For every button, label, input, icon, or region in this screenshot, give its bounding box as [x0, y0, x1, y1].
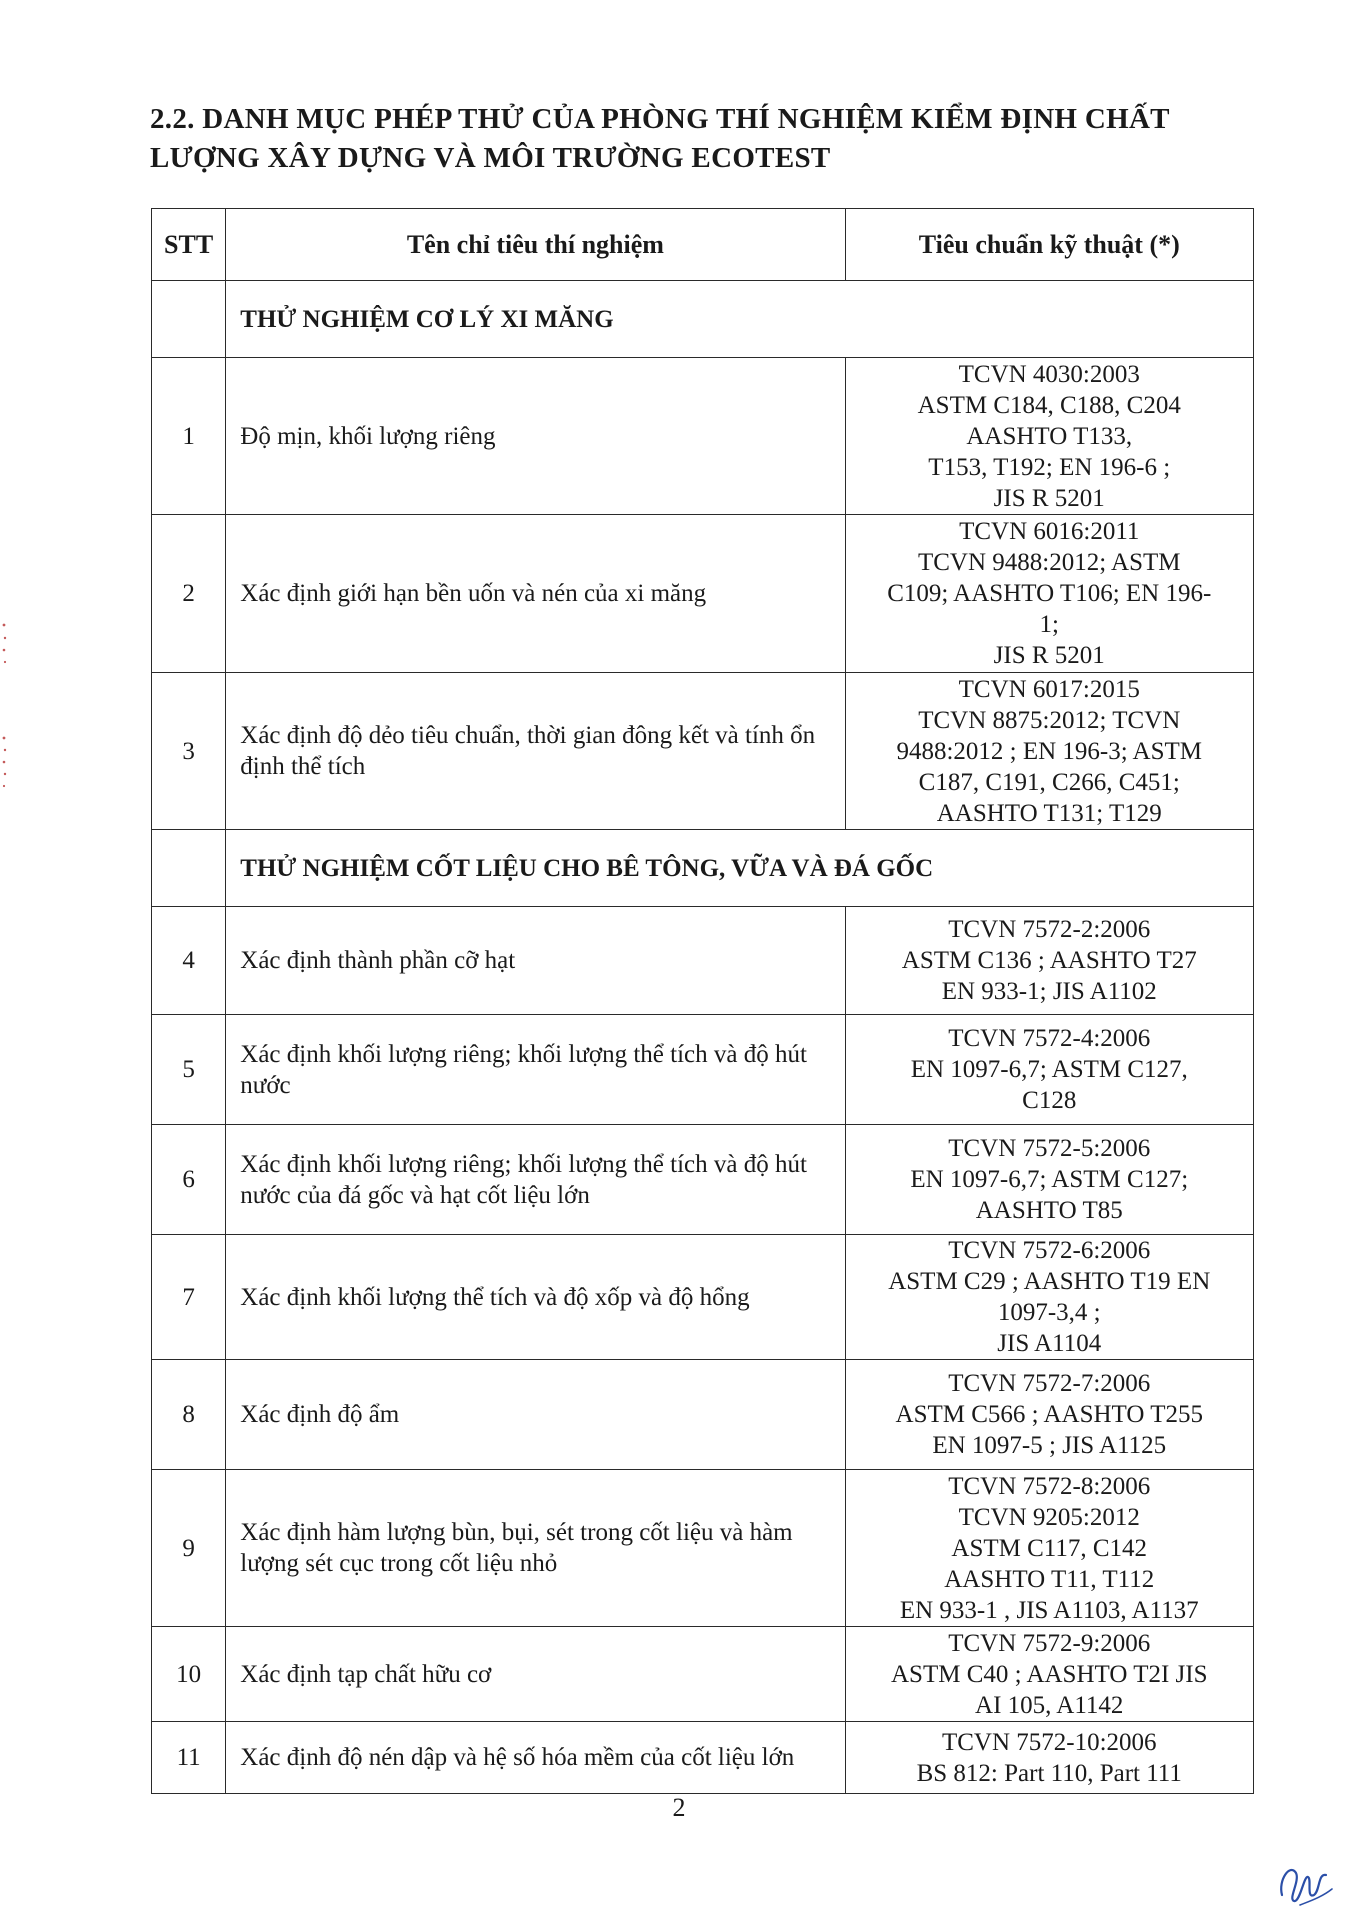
table-row	[152, 1722, 1254, 1794]
table-row	[152, 515, 1254, 673]
table-row	[152, 907, 1254, 1015]
test-catalog-table	[151, 208, 1254, 1794]
standard-line: EN 1097-6,7; ASTM C127;	[910, 1166, 1189, 1193]
section-header-row	[152, 281, 1254, 358]
standard-line: JIS A1104	[997, 1330, 1102, 1357]
standard-line: JIS R 5201	[993, 642, 1105, 669]
row-standard	[845, 1360, 1254, 1470]
row-stt: 7	[152, 1235, 226, 1360]
standard-line: 9488:2012 ; EN 196-3; ASTM	[896, 737, 1203, 765]
row-test-name: Xác định độ nén dập và hệ số hóa mềm của cốt liệu lớn	[226, 1722, 845, 1794]
standard-line: AASHTO T11, T112	[944, 1565, 1155, 1593]
section-title: THỬ NGHIỆM CƠ LÝ XI MĂNG	[226, 281, 1254, 358]
table-row	[152, 1015, 1254, 1125]
standard-line: TCVN 4030:2003	[958, 360, 1140, 388]
section-title: THỬ NGHIỆM CỐT LIỆU CHO BÊ TÔNG, VỮA VÀ ĐÁ GỐC	[226, 830, 1254, 907]
row-standard	[845, 515, 1254, 673]
standard-line: ASTM C566 ; AASHTO T255	[895, 1401, 1203, 1428]
row-test-name: Xác định độ dẻo tiêu chuẩn, thời gian đông kết và tính ổn định thể tích	[226, 673, 845, 830]
standard-line: T153, T192; EN 196-6 ;	[928, 453, 1171, 481]
row-test-name: Độ mịn, khối lượng riêng	[226, 358, 845, 515]
row-standard	[845, 1235, 1254, 1360]
standard-line: TCVN 7572-5:2006	[948, 1135, 1151, 1162]
row-test-name: Xác định hàm lượng bùn, bụi, sét trong cốt liệu và hàm lượng sét cục trong cốt liệu nhỏ	[226, 1470, 845, 1627]
row-test-name: Xác định khối lượng riêng; khối lượng thể tích và độ hút nước của đá gốc và hạt cốt liệu lớn	[226, 1125, 845, 1235]
table-header-row	[152, 209, 1254, 281]
standard-line: TCVN 7572-8:2006	[948, 1472, 1151, 1500]
row-test-name: Xác định khối lượng thể tích và độ xốp và độ hổng	[226, 1235, 845, 1360]
standard-line: TCVN 9205:2012	[958, 1503, 1140, 1531]
standard-line: EN 933-1; JIS A1102	[941, 978, 1157, 1005]
section-stt-empty	[152, 830, 226, 907]
row-stt: 4	[152, 907, 226, 1015]
row-stt: 1	[152, 358, 226, 515]
table-row	[152, 1627, 1254, 1722]
standard-line: TCVN 7572-9:2006	[948, 1629, 1151, 1657]
row-stt: 10	[152, 1627, 226, 1722]
standard-line: TCVN 6017:2015	[958, 675, 1140, 703]
standard-line: TCVN 9488:2012; ASTM	[917, 549, 1181, 576]
row-test-name: Xác định độ ẩm	[226, 1360, 845, 1470]
standard-line: TCVN 6016:2011	[959, 518, 1140, 545]
row-stt: 3	[152, 673, 226, 830]
row-standard	[845, 1627, 1254, 1722]
standard-line: AASHTO T131; T129	[936, 799, 1162, 827]
section-stt-empty	[152, 281, 226, 358]
row-test-name: Xác định giới hạn bền uốn và nén của xi măng	[226, 515, 845, 673]
page-number: 2	[672, 1793, 686, 1822]
row-test-name: Xác định khối lượng riêng; khối lượng thể tích và độ hút nước	[226, 1015, 845, 1125]
standard-line: EN 1097-5 ; JIS A1125	[932, 1432, 1167, 1459]
row-stt: 5	[152, 1015, 226, 1125]
standard-line: AASHTO T85	[975, 1197, 1123, 1224]
header-test-name: Tên chỉ tiêu thí nghiệm	[226, 209, 845, 281]
header-standard: Tiêu chuẩn kỹ thuật (*)	[845, 209, 1254, 281]
standard-line: C187, C191, C266, C451;	[918, 768, 1180, 796]
row-test-name: Xác định tạp chất hữu cơ	[226, 1627, 845, 1722]
standard-line: 1;	[1039, 611, 1059, 638]
row-standard	[845, 1015, 1254, 1125]
row-stt: 9	[152, 1470, 226, 1627]
standard-line: TCVN 7572-7:2006	[948, 1370, 1151, 1397]
standard-line: EN 1097-6,7; ASTM C127,	[910, 1056, 1188, 1083]
row-standard	[845, 1125, 1254, 1235]
standard-line: AASHTO T133,	[966, 422, 1133, 450]
standard-line: C128	[1022, 1087, 1077, 1114]
row-standard	[845, 1470, 1254, 1627]
row-stt: 6	[152, 1125, 226, 1235]
standard-line: ASTM C136 ; AASHTO T27	[901, 947, 1197, 974]
standard-line: EN 933-1 , JIS A1103, A1137	[899, 1596, 1199, 1624]
standard-line: BS 812: Part 110, Part 111	[916, 1759, 1182, 1787]
table-body	[152, 281, 1254, 1794]
table-row	[152, 1235, 1254, 1360]
standard-line: ASTM C117, C142	[951, 1534, 1148, 1562]
row-stt: 2	[152, 515, 226, 673]
standard-line: AI 105, A1142	[975, 1691, 1124, 1719]
standard-line: TCVN 7572-10:2006	[941, 1728, 1157, 1756]
row-stt: 11	[152, 1722, 226, 1794]
page-title: 2.2. DANH MỤC PHÉP THỬ CỦA PHÒNG THÍ NGHIỆM KIỂM ĐỊNH CHẤT LƯỢNG XÂY DỰNG VÀ MÔI TRƯỜNG ECOTEST	[150, 103, 1170, 174]
standard-line: TCVN 7572-2:2006	[948, 916, 1151, 943]
row-standard	[845, 358, 1254, 515]
standard-line: TCVN 7572-6:2006	[948, 1237, 1151, 1264]
margin-punch-marks	[0, 620, 12, 820]
table-row	[152, 1125, 1254, 1235]
standard-line: ASTM C40 ; AASHTO T2I JIS	[891, 1660, 1208, 1688]
standard-line: TCVN 7572-4:2006	[948, 1025, 1151, 1052]
table-row	[152, 1360, 1254, 1470]
row-stt: 8	[152, 1360, 226, 1470]
signature-mark	[1270, 1855, 1340, 1910]
standard-line: ASTM C184, C188, C204	[917, 391, 1181, 419]
standard-line: TCVN 8875:2012; TCVN	[918, 706, 1181, 734]
row-standard	[845, 907, 1254, 1015]
table-row	[152, 1470, 1254, 1627]
row-standard	[845, 673, 1254, 830]
standard-line: C109; AASHTO T106; EN 196-	[887, 580, 1212, 607]
section-header-row	[152, 830, 1254, 907]
row-test-name: Xác định thành phần cỡ hạt	[226, 907, 845, 1015]
standard-line: 1097-3,4 ;	[997, 1299, 1101, 1326]
table-row	[152, 358, 1254, 515]
standard-line: ASTM C29 ; AASHTO T19 EN	[888, 1268, 1211, 1295]
row-standard	[845, 1722, 1254, 1794]
standard-line: JIS R 5201	[993, 484, 1105, 512]
table-row	[152, 673, 1254, 830]
header-stt: STT	[152, 209, 226, 281]
